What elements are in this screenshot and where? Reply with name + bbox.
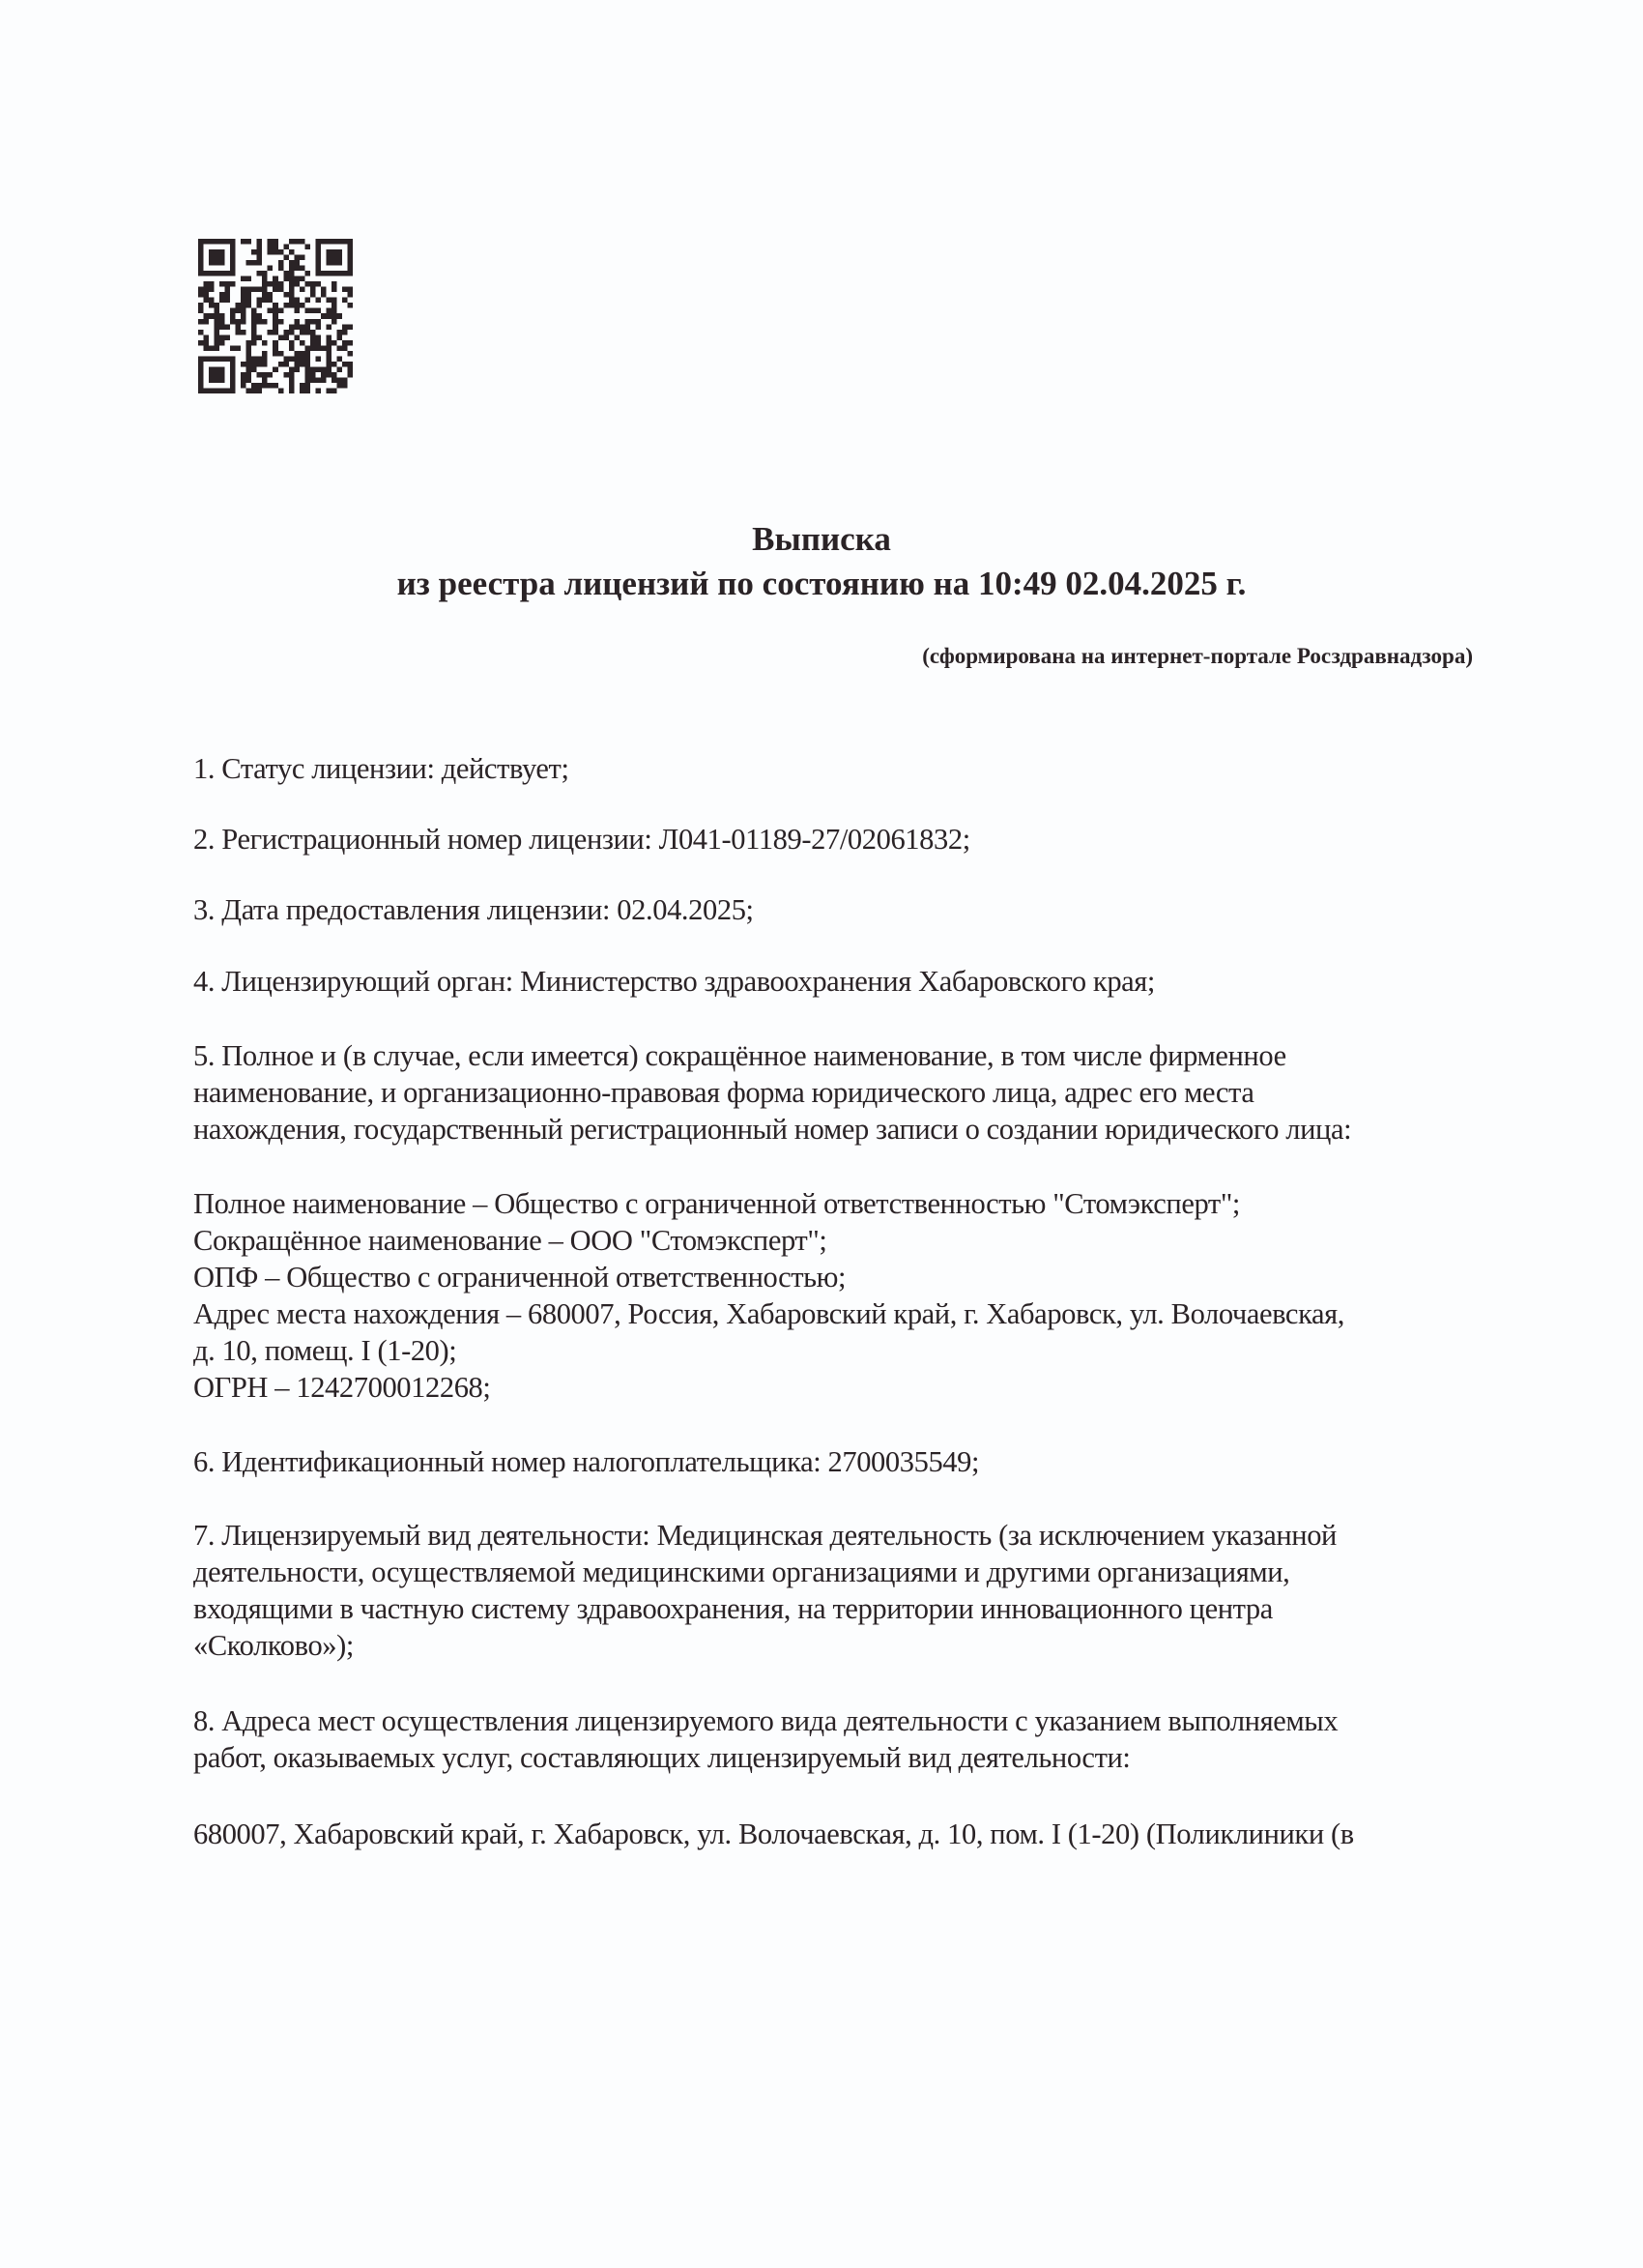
item-activity-places-heading	[193, 1702, 1488, 1776]
organization-short-name: Сокращённое наименование – ООО "Стомэксперт";	[193, 1224, 827, 1257]
qr-code-icon	[198, 239, 353, 393]
organization-heading-line: 5. Полное и (в случае, если имеется) сокращённое наименование, в том числе фирменное	[193, 1039, 1286, 1072]
registration-number-text: 2. Регистрационный номер лицензии: Л041-01189-27/02061832;	[193, 823, 970, 856]
issue-date-text: 3. Дата предоставления лицензии: 02.04.2025;	[193, 893, 754, 926]
document-subtitle: из реестра лицензий по состоянию на 10:49 02.04.2025 г.	[396, 565, 1247, 602]
item-inn	[193, 1443, 1488, 1480]
item-registration-number	[193, 821, 1488, 858]
inn-text: 6. Идентификационный номер налогоплательщика: 2700035549;	[193, 1445, 980, 1478]
organization-details	[193, 1185, 1488, 1406]
document-title: Выписка	[752, 520, 891, 558]
activity-place-address	[193, 1816, 1488, 1852]
licensed-activity-line: 7. Лицензируемый вид деятельности: Медицинская деятельность (за исключением указанной	[193, 1519, 1337, 1552]
licensed-activity-line: входящими в частную систему здравоохранения, на территории инновационного центра	[193, 1592, 1273, 1625]
activity-places-heading-line: работ, оказываемых услуг, составляющих лицензируемый вид деятельности:	[193, 1741, 1131, 1774]
licensed-activity-line: деятельности, осуществляемой медицинскими организациями и другими организациями,	[193, 1556, 1290, 1588]
organization-ogrn: ОГРН – 1242700012268;	[193, 1371, 491, 1404]
item-organization-heading	[193, 1037, 1488, 1148]
organization-legal-form: ОПФ – Общество с ограниченной ответственностью;	[193, 1261, 847, 1294]
item-license-status	[193, 750, 1488, 787]
licensing-authority-text: 4. Лицензирующий орган: Министерство здравоохранения Хабаровского края;	[193, 965, 1156, 998]
activity-places-heading-line: 8. Адреса мест осуществления лицензируемого вида деятельности с указанием выполняемых	[193, 1704, 1339, 1737]
license-status-text: 1. Статус лицензии: действует;	[193, 752, 569, 785]
organization-heading-line: нахождения, государственный регистрационный номер записи о создании юридического лица:	[193, 1113, 1352, 1146]
item-licensed-activity	[193, 1517, 1488, 1664]
activity-place-address-text: 680007, Хабаровский край, г. Хабаровск, ул. Волочаевская, д. 10, пом. I (1-20) (Поликлиники (в	[193, 1817, 1354, 1850]
source-note: (сформирована на интернет-портале Росздравнадзора)	[922, 644, 1473, 668]
organization-address: Адрес места нахождения – 680007, Россия, Хабаровский край, г. Хабаровск, ул. Волочаевская,	[193, 1297, 1345, 1330]
organization-heading-line: наименование, и организационно-правовая форма юридического лица, адрес его места	[193, 1076, 1254, 1109]
item-issue-date	[193, 891, 1488, 928]
organization-address-cont: д. 10, помещ. I (1-20);	[193, 1334, 457, 1367]
licensed-activity-line: «Сколково»);	[193, 1629, 354, 1662]
organization-full-name: Полное наименование – Общество с ограниченной ответственностью "Стомэксперт";	[193, 1187, 1240, 1220]
item-licensing-authority	[193, 963, 1488, 1000]
